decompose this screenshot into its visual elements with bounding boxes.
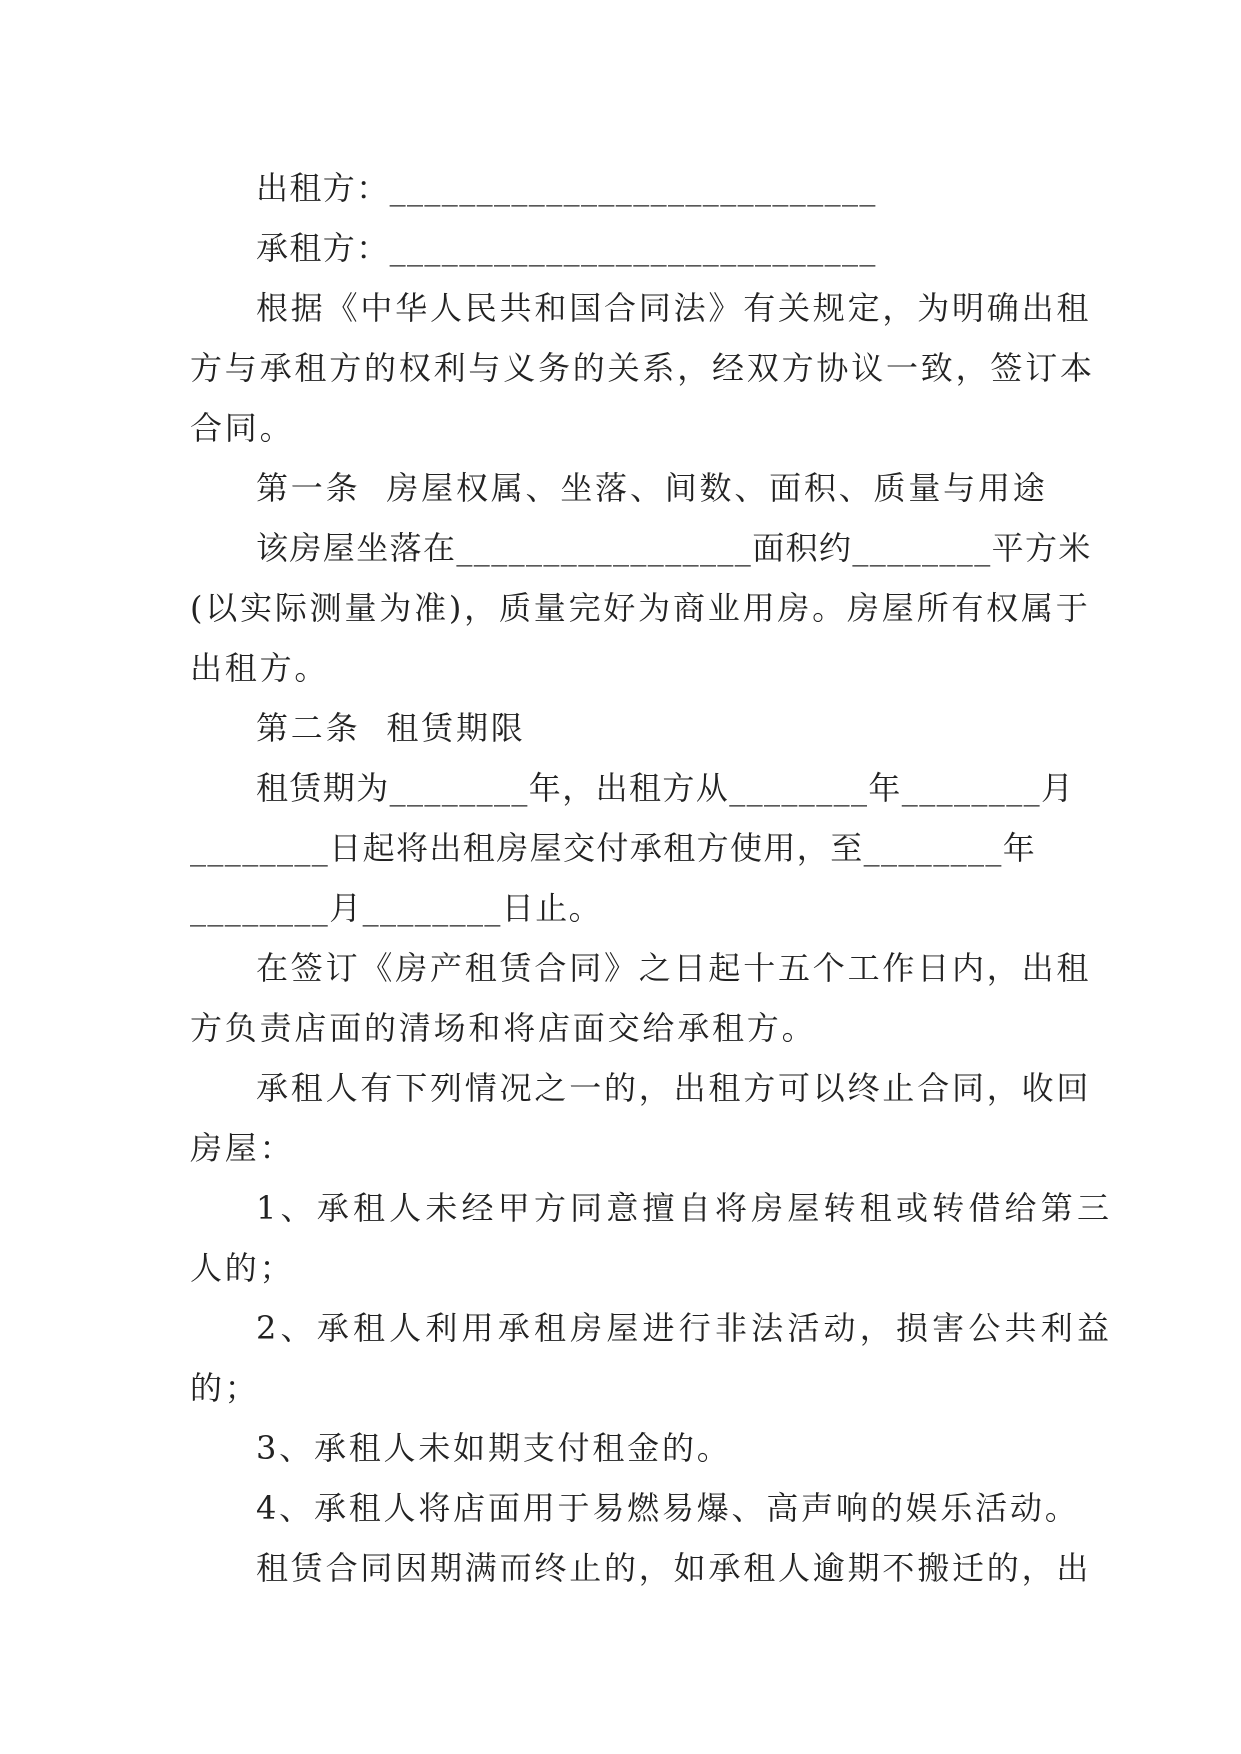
expiry-line-1: 租赁合同因期满而终止的，如承租人逾期不搬迁的，出 <box>256 1549 1092 1587</box>
preamble-line-2: 方与承租方的权利与义务的关系，经双方协议一致，签订本 <box>190 349 1095 387</box>
item-2-line-2: 的； <box>190 1369 260 1407</box>
article-1-heading: 第一条 房屋权属、坐落、间数、面积、质量与用途 <box>256 469 1048 507</box>
article-1-line-1: 该房屋坐落在_________________面积约________平方米 <box>256 529 1092 567</box>
item-3-line: 3、承租人未如期支付租金的。 <box>256 1429 732 1467</box>
article-1-line-3: 出租方。 <box>190 649 330 687</box>
clearance-line-2: 方负责店面的清场和将店面交给承租方。 <box>190 1009 817 1047</box>
preamble-line-1: 根据《中华人民共和国合同法》有关规定，为明确出租 <box>256 289 1092 327</box>
article-1-line-2: (以实际测量为准)，质量完好为商业用房。房屋所有权属于 <box>190 589 1091 627</box>
lessor-line: 出租方：____________________________ <box>256 169 877 207</box>
preamble-line-3: 合同。 <box>190 409 295 447</box>
item-2-line-1: 2、承租人利用承租房屋进行非法活动，损害公共利益 <box>256 1309 1114 1347</box>
article-2-heading: 第二条 租赁期限 <box>256 709 526 747</box>
termination-line-2: 房屋： <box>190 1129 295 1167</box>
item-1-line-2: 人的； <box>190 1249 295 1287</box>
item-1-line-1: 1、承租人未经甲方同意擅自将房屋转租或转借给第三 <box>256 1189 1114 1227</box>
article-2-line-2: ________日起将出租房屋交付承租方使用，至________年 <box>190 829 1037 867</box>
termination-line-1: 承租人有下列情况之一的，出租方可以终止合同，收回 <box>256 1069 1092 1107</box>
clearance-line-1: 在签订《房产租赁合同》之日起十五个工作日内，出租 <box>256 949 1092 987</box>
lessee-line: 承租方：____________________________ <box>256 229 877 267</box>
article-2-line-3: ________月________日止。 <box>190 889 603 927</box>
item-4-line: 4、承租人将店面用于易燃易爆、高声响的娱乐活动。 <box>256 1489 1080 1527</box>
article-2-line-1: 租赁期为________年，出租方从________年________月 <box>256 769 1075 807</box>
